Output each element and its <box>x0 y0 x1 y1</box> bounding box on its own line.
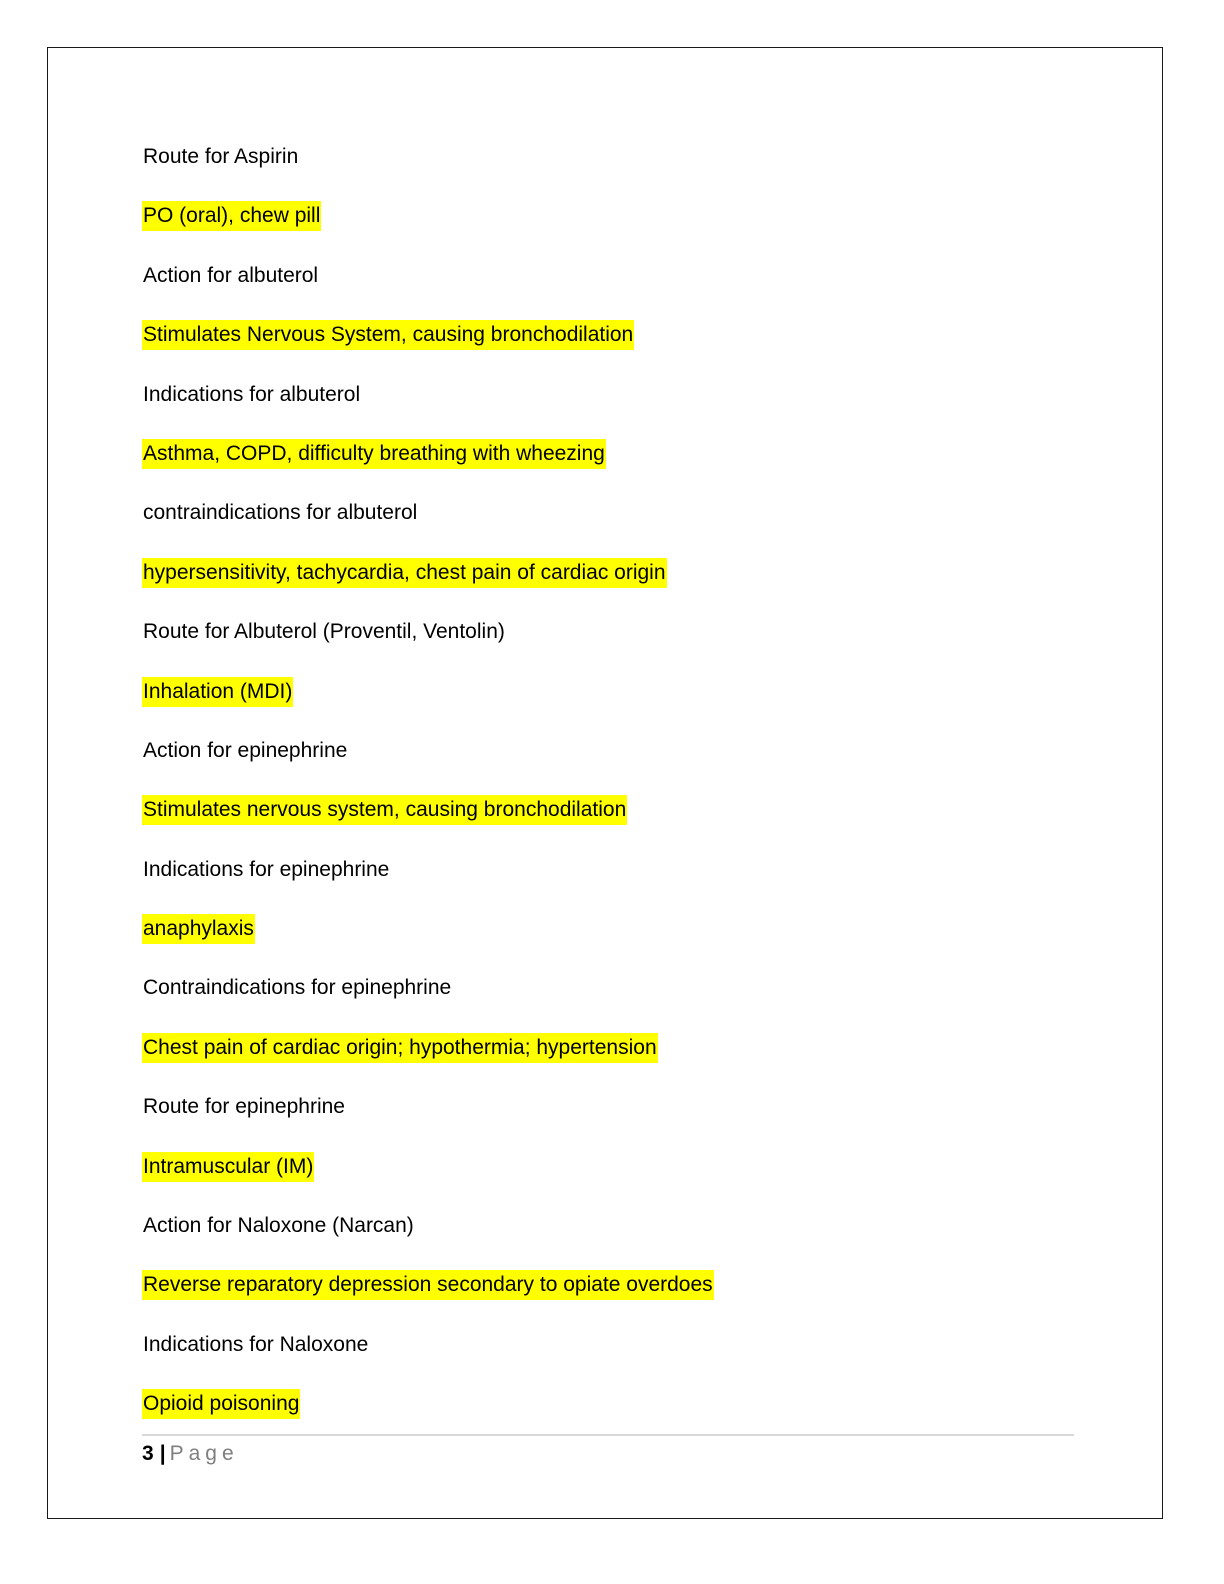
page-number: 3 <box>142 1442 154 1465</box>
document-body <box>142 142 1072 1449</box>
answer-line: anaphylaxis <box>142 914 1072 973</box>
answer-line: Stimulates Nervous System, causing bronchodilation <box>142 320 1072 379</box>
answer-line: Stimulates nervous system, causing bronchodilation <box>142 795 1072 854</box>
question-line: Contraindications for epinephrine <box>143 976 452 1000</box>
question-line: Indications for epinephrine <box>143 857 390 881</box>
question-line: Route for epinephrine <box>143 1095 345 1119</box>
question-line: Route for Aspirin <box>143 145 299 168</box>
answer-line: hypersensitivity, tachycardia, chest pain of cardiac origin <box>142 558 1072 617</box>
question-line: Action for albuterol <box>143 263 319 287</box>
answer-line: Chest pain of cardiac origin; hypothermia; hypertension <box>142 1033 1072 1092</box>
answer-line: Asthma, COPD, difficulty breathing with wheezing <box>142 439 1072 498</box>
question-line: Indications for Naloxone <box>143 1332 369 1356</box>
answer-line: Reverse reparatory depression secondary to opiate overdoes <box>142 1270 1072 1329</box>
question-line: Indications for albuterol <box>143 382 361 406</box>
question-line: Route for Albuterol (Proventil, Ventolin) <box>143 620 505 644</box>
answer-line: PO (oral), chew pill <box>142 201 1072 260</box>
question-line: Action for epinephrine <box>143 738 348 762</box>
answer-line: Opioid poisoning <box>142 1389 1072 1448</box>
footer-divider <box>142 1434 1074 1436</box>
page-separator: | <box>159 1442 166 1465</box>
page-label: Page <box>169 1442 239 1465</box>
answer-line: Inhalation (MDI) <box>142 677 1072 736</box>
question-line: contraindications for albuterol <box>143 501 418 525</box>
question-line: Action for Naloxone (Narcan) <box>143 1214 414 1238</box>
page-footer <box>142 1440 239 1468</box>
answer-line: Intramuscular (IM) <box>142 1152 1072 1211</box>
